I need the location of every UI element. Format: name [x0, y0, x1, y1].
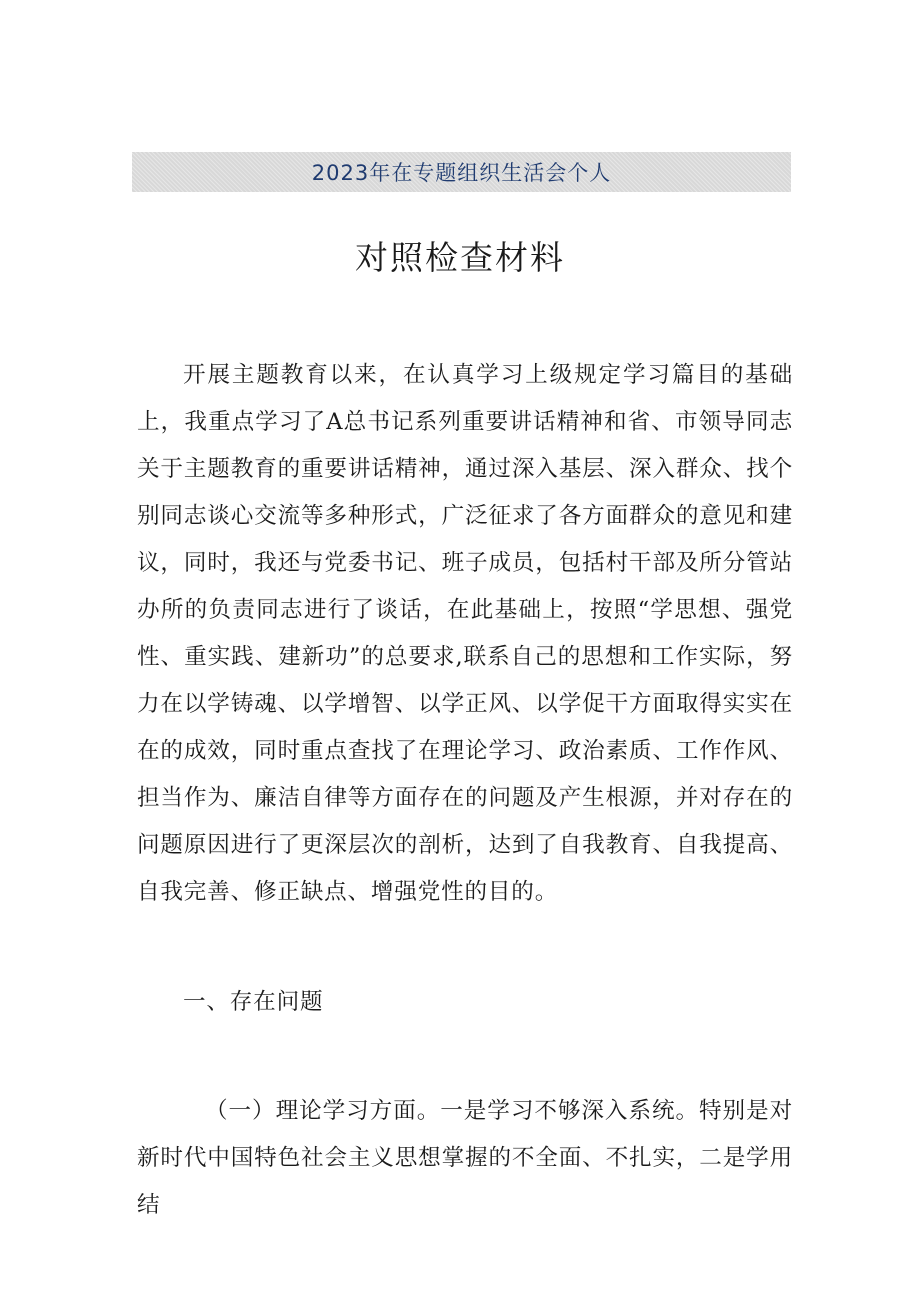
- document-title: 对照检查材料: [355, 238, 565, 277]
- section-heading: 一、存在问题: [183, 989, 324, 1015]
- header-band: [132, 152, 791, 192]
- intro-paragraph: 开展主题教育以来，在认真学习上级规定学习篇目的基础上，我重点学习了A总书记系列重要讲话精神和省、市领导同志关于主题教育的重要讲话精神，通过深入基层、深入群众、找个别同志谈心交流等多种形式，广泛征求了各方面群众的意见和建议，同时，我还与党委书记、班子成员，包括村干部及所分管站办所的负责同志进行了谈话，在此基础上，按照“学思想、强党性、重实践、建新功”的总要求,联系自己的思想和工作实际，努力在以学铸魂、以学增智、以学正风、以学促干方面取得实实在在的成效，同时重点查找了在理论学习、政治素质、工作作风、担当作为、廉洁自律等方面存在的问题及产生根源，并对存在的问题原因进行了更深层次的剖析，达到了自我教育、自我提高、自我完善、修正缺点、增强党性的目的。: [137, 362, 793, 905]
- header-title: 2023年在专题组织生活会个人: [311, 161, 612, 185]
- subsection-paragraph: （一）理论学习方面。一是学习不够深入系统。特别是对新时代中国特色社会主义思想掌握的不全面、不扎实，二是学用结: [137, 1098, 793, 1218]
